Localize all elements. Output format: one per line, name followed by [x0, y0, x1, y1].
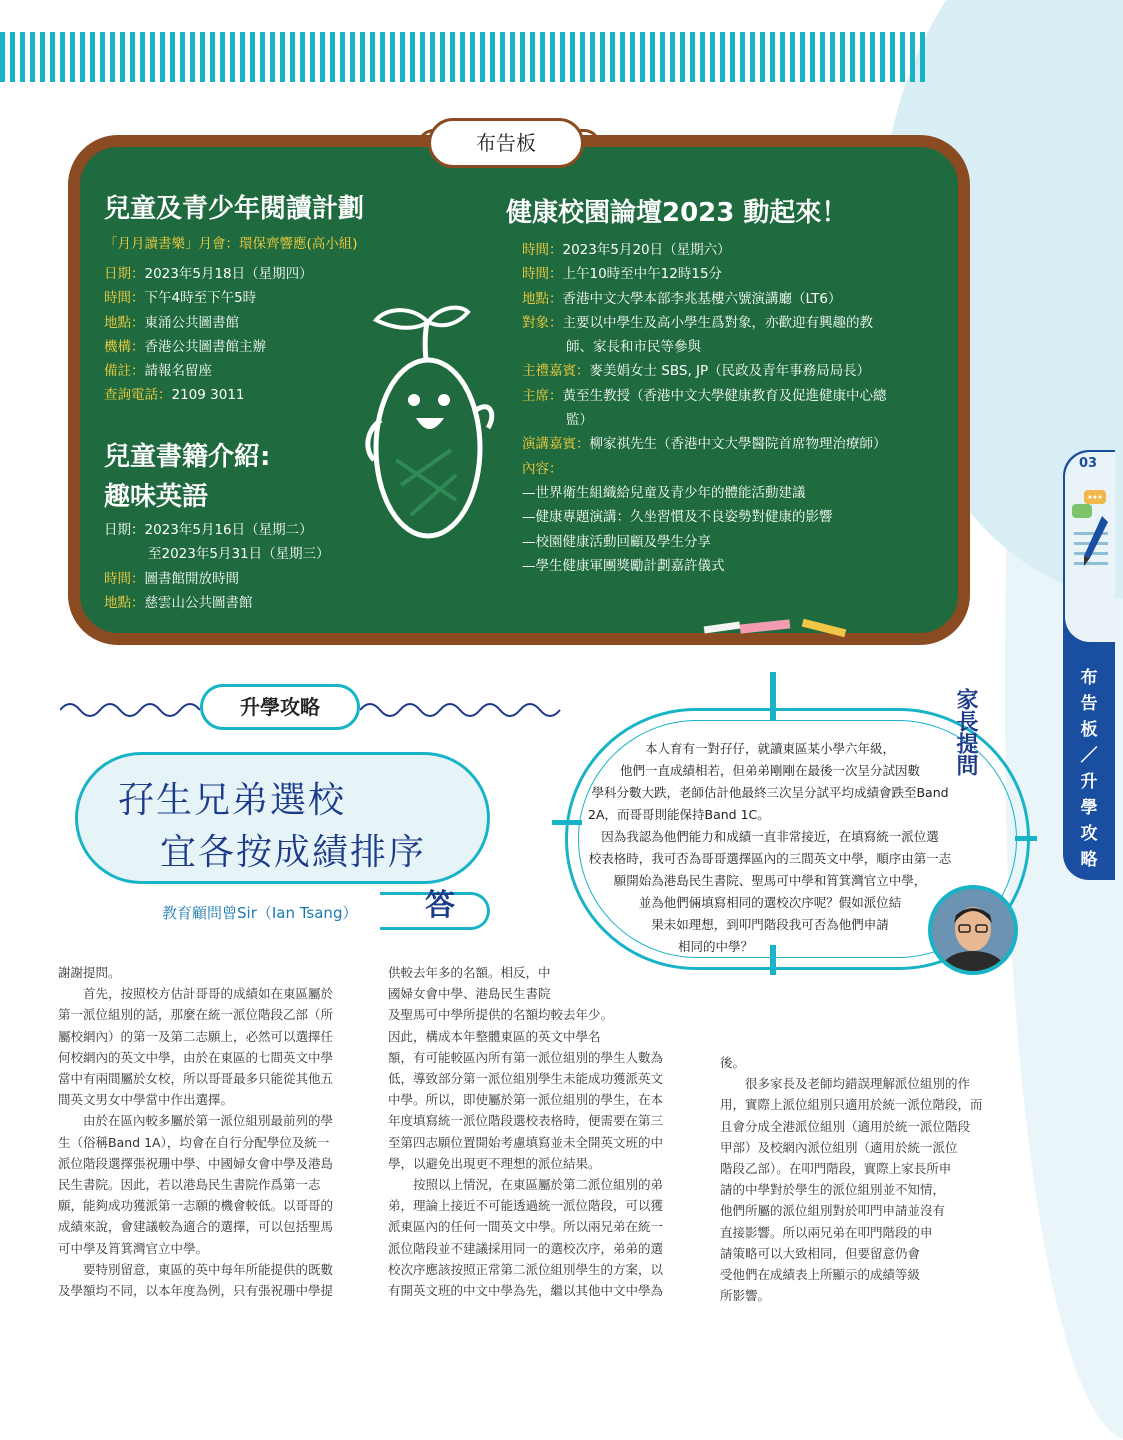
track-marker	[1015, 836, 1037, 841]
article-author: 教育顧問曾Sir（Ian Tsang）	[162, 904, 358, 922]
author-avatar	[928, 885, 1018, 975]
article-title-line2: 宜各按成績排序	[160, 832, 427, 873]
detail-row: 主禮嘉賓：麥美娟女士 SBS, JP（民政及青年事務局局長）	[522, 363, 871, 380]
detail-row: 至2023年5月31日（星期三）	[148, 546, 330, 563]
detail-row: 查詢電話：2109 3011	[104, 387, 245, 404]
content-item: —學生健康軍團獎勵計劃嘉許儀式	[522, 557, 725, 574]
detail-row: 機構：香港公共圖書館主辦	[104, 338, 266, 355]
article-column-1: 謝謝提問。 首先，按照校方估計哥哥的成績如在東區屬於 第一派位組別的話，那麼在統一派位階段乙部（所 屬校網內）的第一及第二志願上，必然可以選擇任 何校網內的英文中學，由於在東區的七間英文中學 當中有兩間屬於女校，所以哥哥最多只能從其他五 間英文男女中學當中作出選擇。 由於在區內較多屬於第一派位組別最前列的學 生（俗稱Band 1A），均會在自行分配學位及統一 派位階段選擇張祝珊中學、中國婦女會中學及港島 民生書院。因此，若以港島民生書院作爲第一志 願，能夠成功獲派第一志願的機會較低。以哥哥的 成績來說，會建議較為適合的選擇，可以包括聖馬 可中學及筲箕灣官立中學。 要特別留意，東區的英中每年所能提供的既數 及學額均不同，以本年度為例，只有張祝珊中學提	[58, 965, 334, 1299]
side-section-title: 布告板／升學攻略	[1080, 668, 1098, 870]
detail-row: 時間：下午4時至下午5時	[104, 290, 257, 307]
book-intro-details	[104, 518, 330, 615]
detail-row: 地點：東涌公共圖書館	[104, 314, 239, 331]
detail-row: 監）	[566, 412, 593, 429]
detail-row: 備註：請報名留座	[104, 363, 212, 380]
reading-plan-heading: 兒童及青少年閱讀計劃	[104, 194, 365, 224]
article-column-2: 供較去年多的名額。相反，中 國婦女會中學、港島民生書院 及聖馬可中學所提供的名額均較去年少。 因此，構成本年整體東區的英文中學名 額，有可能較區內所有第一派位組別的學生人數為 低，導致部分第一派位組別學生未能成功獲派英文 中學。所以，即使屬於第一派位組別的學生，在本 年度填寫統一派位階段選校表格時，便需要在第三 至第四志願位置開始考慮填寫並未全開英文班的中 學，以避免出現更不理想的派位結果。 按照以上情況，在東區屬於第二派位組別的弟 弟，理論上接近不可能透過統一派位階段，可以獲 派東區內的任何一間英文中學。所以兩兄弟在統一 派位階段並不建議採用同一的選校次序，弟弟的選 校次序應該按照正常第二派位組別學生的方案，以 有開英文班的中文中學為先，繼以其他中文中學為	[388, 965, 664, 1299]
detail-row: 時間：上午10時至中午12時15分	[522, 266, 723, 283]
board-label: 布告板	[428, 118, 584, 168]
header-stripes	[0, 32, 925, 82]
detail-row: 師、家長和市民等參與	[566, 339, 701, 356]
seed-mascot-illustration	[356, 300, 496, 550]
detail-row: 時間：圖書館開放時間	[104, 570, 239, 587]
content-item: —健康專題演講：久坐習慣及不良姿勢對健康的影響	[522, 509, 833, 526]
answer-label: 答	[425, 888, 455, 923]
reading-plan-subheading: 「月月讀書樂」月會：環保齊響應(高小組)	[104, 236, 358, 252]
detail-row: 主席：黃至生教授（香港中文大學健康教育及促進健康中心總	[522, 387, 887, 404]
detail-row: 對象：主要以中學生及高小學生爲對象，亦歡迎有興趣的教	[522, 314, 873, 331]
detail-row: 時間：2023年5月20日（星期六）	[522, 242, 731, 258]
book-intro-heading-1: 兒童書籍介紹:	[104, 442, 271, 472]
track-marker	[770, 672, 776, 720]
article-title-line1: 孖生兄弟選校	[118, 780, 347, 821]
detail-row: 內容：	[522, 460, 563, 477]
reading-plan-details	[104, 262, 313, 408]
article-column-3: 後。 很多家長及老師均錯誤理解派位組別的作 用，實際上派位組別只適用於統一派位階段，而 且會分成全港派位組別（適用於統一派位階段 甲部）及校網內派位組別（適用於統一派位 階段乙部）。在叩門階段，實際上家長所申 請的中學對於學生的派位組別並不知情， 他們所屬的派位組別對於叩門申請並沒有 直接影響。所以兩兄弟在叩門階段的申 請策略可以大致相同，但要留意仍會 受他們在成績表上所顯示的成績等級 所影響。	[720, 1055, 983, 1304]
content-item: —世界衛生組織給兒童及青少年的體能活動建議	[522, 484, 806, 501]
section-label: 升學攻略	[200, 684, 360, 730]
question-label: 家長提問	[953, 688, 978, 776]
question-text: 本人育有一對孖仔，就讀東區某小學六年級， 他們一直成績相若，但弟弟剛剛在最後一次呈分試因數 學科分數大跌，老師估計他最終三次呈分試平均成績會跌至Band 2A，而哥哥則能保持Band 1C。 因為我認為他們能力和成績一直非常接近，在填寫統一派位選 校表格時，我可否為哥哥選擇區內的三間英文中學，順序由第一志 願開始為港島民生書院、聖馬可中學和筲箕灣官立中學， 並為他們倆填寫相同的選校次序呢？假如派位結 果未如理想，到叩門階段我可否為他們申請 相同的中學？	[588, 741, 952, 954]
detail-row: 地點：香港中文大學本部李兆基樓六號演講廳（LT6）	[522, 290, 842, 307]
forum-details	[522, 238, 887, 578]
book-intro-heading-2: 趣味英語	[104, 482, 209, 512]
detail-row: 日期：2023年5月18日（星期四）	[104, 266, 313, 282]
detail-row: 演講嘉賓：柳家祺先生（香港中文大學醫院首席物理治療師）	[522, 436, 887, 453]
content-item: —校園健康活動回顧及學生分享	[522, 533, 711, 550]
page-number: 03	[1078, 456, 1098, 471]
detail-row: 日期：2023年5月16日（星期二）	[104, 522, 313, 538]
forum-heading: 健康校園論壇2023 動起來！	[506, 198, 848, 228]
pen-chat-icon	[1068, 486, 1112, 582]
detail-row: 地點：慈雲山公共圖書館	[104, 594, 253, 611]
